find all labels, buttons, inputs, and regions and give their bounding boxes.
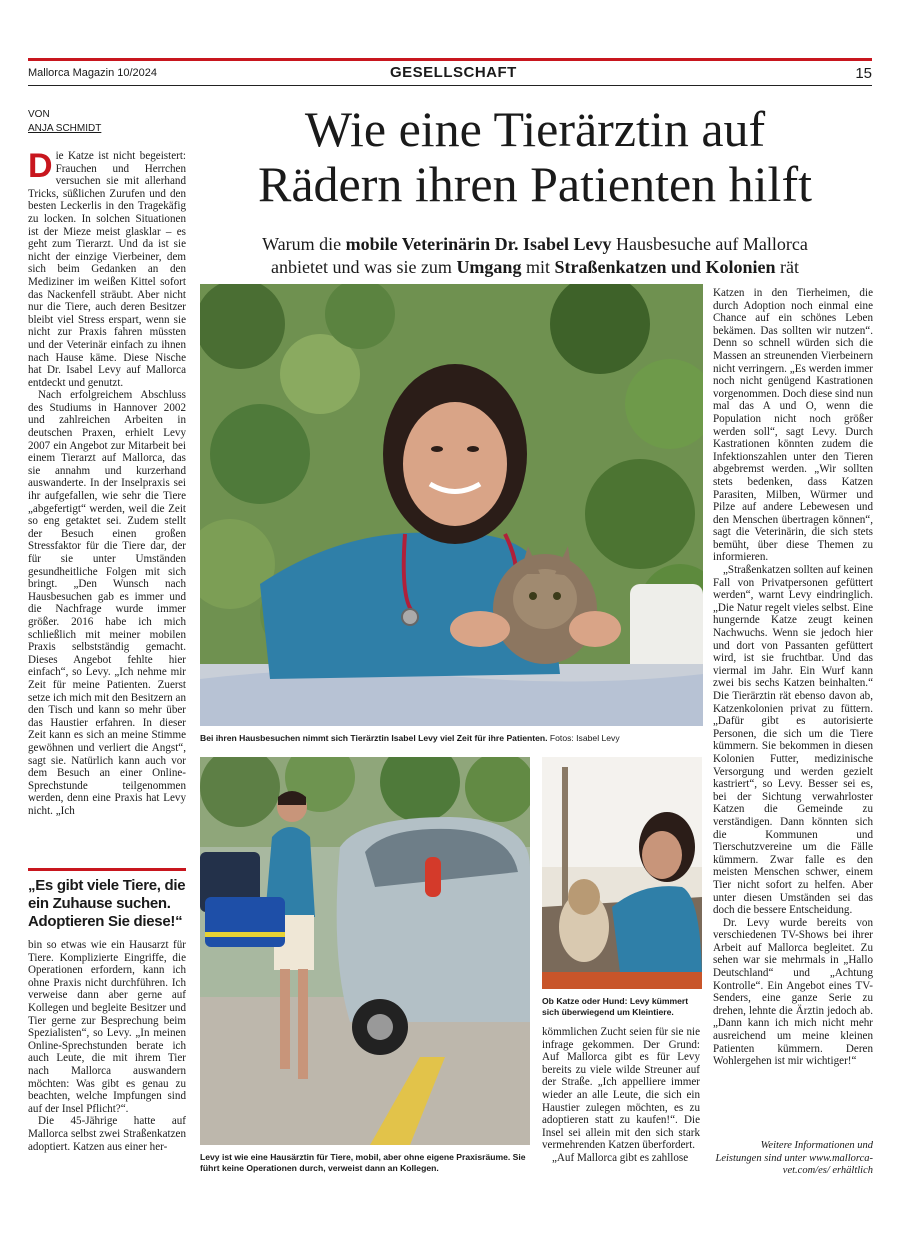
article-subtitle [205,233,865,279]
top-accent-rule [28,58,872,61]
title-line-1: Wie eine Tierärztin auf [304,101,766,157]
paragraph: Die 45-Jährige hatte auf Mallorca selbst zwei Straßenkatzen adoptiert. Katzen aus einer her- [28,1115,186,1153]
caption-photo-2: Levy ist wie eine Hausärztin für Tiere, mobil, aber ohne eigene Praxisräume. Sie führt keine Operationen durch, verweist dann an Kollegen. [200,1152,526,1173]
photo-vet-with-cat [200,284,703,726]
more-info-note: Weitere Informationen und Leistungen sind unter www.mallorca-vet.com/es/ erhältlich [715,1140,873,1176]
publication-name: Mallorca Magazin 10/2024 [28,67,158,79]
byline-prefix: VON [28,109,50,120]
article-column-1 [28,147,186,817]
paragraph-text: ie Katze ist nicht begeistert: Frauchen und Herrchen versuchen sie mit allerhand Tricks, süßlichen Zurufen und den besten Leckerlis in den Tragekäfig zu locken. In solchen Situationen ist der Mieze meist glasklar – es geht zum Tierarzt. Und da ist sie nicht der einzige Vierbeiner, dem sich beim Gedanken an den Mediziner im weißen Kittel sofort das Nackenfell sträubt. Aber nicht nur die Tiere, auch deren Besitzer bleibt viel Stress erspart, wenn sie nicht zur Praxis fahren müssten und der Veterinär einfach zu ihnen nach Hause käme. Diese Nische hat Dr. Isabel Levy auf Mallorca entdeckt und genutzt. [28,150,186,389]
article-title [205,102,865,212]
paragraph: kömmlichen Zucht seien für sie nie infrage gekommen. Der Grund: Auf Mallorca gibt es für Levy bereits zu viele wilde Streuner auf der Straße. „Ich appelliere immer wieder an alle Leute, die sich ein Haustier zulegen möchten, es zu adoptieren statt zu kaufen!“. Die Insel sei allein mit den sich stark vermehrenden Katzen überfordert. [542,1026,700,1152]
paragraph: Nach erfolgreichem Abschluss des Studiums in Hannover 2002 und zahlreichen Arbeiten in deutschen Praxen, erhielt Levy 2007 ein Angebot zur Mitarbeit bei einem Tierarzt auf Mallorca, das sie annahm und kurzerhand auswanderte. In der Inselpraxis sei ihr aufgefallen, wie sehr die Tiere „abgefertigt“ werden, weil die Zeit so eng getaktet sei. Zudem stellt der Besuch einen großen Stressfaktor für die Tiere dar, der für sie unter Umständen gesundheitliche Folgen mit sich bringt. „Den Wunsch nach Hausbesuchen gab es immer und die Nachfrage wurde immer größer. 2016 habe ich mich schließlich mit meiner mobilen Praxis selbstständig gemacht. Dieses Angebot fehlte hier einfach“, so Levy. „Ich nehme mir Zeit für meine Patienten. Zuerst setze ich mich mit den Besitzern an den Tisch und kann so mehr über das Haustier erfahren. In dieser Zeit kann es sich an meine Stimme gewöhnen und verliert die Angst“, sagt sie. Natürlich kann auch vor dem Besuch an einer Online-Sprechstunde teilgenommen werden, denn eine Praxis hat Levy nicht. „Ich [28,389,186,817]
subtitle-bold: Straßenkatzen und Kolonien [554,257,776,277]
section-label: GESELLSCHAFT [390,64,517,81]
paragraph: „Straßenkatzen sollten auf keinen Fall von Privatpersonen gefüttert werden“, warnt Levy eindringlich. „Die Natur regelt vieles selbst. Eine hungernde Katze zeugt keinen Nachwuchs. Wenn sie jedoch hier und dort von Passanten gefüttert wird, ist sie fruchtbar. Und das viermal im Jahr. Ein Wurf kann zwei bis sechs Katzen beinhalten.“ Die Tierärztin rät ebenso davon ab, Katzenkolonien privat zu füttern. „Dafür gibt es autorisierte Personen, die sich um die Tiere kümmern. Sie bekommen in diesen Kolonien Futter, medizinische Versorgung und werden gezielt kastriert“, so Levy. Besser sei es, bei der Sichtung verwahrloster Katzen die Gemeinde zu verständigen. Dann könnten sich die Kommunen und Tierschutzvereine um die Fälle kümmern. Zwar falle es den meisten Menschen schwer, einem Tier nicht sofort zu helfen. Aber unter diesen Umständen sei das doch die bessere Entscheidung. [713,564,873,917]
paragraph: Dr. Levy wurde bereits von verschiedenen TV-Shows bei ihrer Arbeit auf Mallorca begleitet. Zu sehen war sie mehrmals in „Hallo Deutschland“ und „Achtung Kontrolle“. Ein Angebot eines TV-Senders, eine ganze Serie zu drehen, lehnte die Ärztin jedoch ab. „Dann kann ich mich nicht mehr ausreichend um meine kleinen Patienten kümmern. Deren Wohlergehen ist mir wichtiger!“ [713,916,873,1068]
subtitle-text: mit [521,257,555,277]
caption-text: Bei ihren Hausbesuchen nimmt sich Tierärztin Isabel Levy viel Zeit für ihre Patienten. [200,733,548,743]
subtitle-bold: Umgang [456,257,522,277]
subtitle-text: anbietet und was sie zum [270,257,457,277]
byline-author: ANJA SCHMIDT [28,123,102,134]
photo-vet-with-car [200,757,530,1145]
subtitle-text: Warum die [262,234,346,254]
paragraph: bin so etwas wie ein Hausarzt für Tiere. Komplizierte Eingriffe, die Operationen erfordern, kann ich ohne Praxis nicht durchführen. Ich verweise dann aber gerne auf Kollegen und begleite Besitzer und Tier gerne zur Besprechung beim Spezialisten“, so Levy. „In meinen Online-Sprechstunden berate ich auch Leute, die mit ihrem Tier nach Mallorca auswandern möchten: Was gibt es genau zu beachten, welche Impfungen sind auf der Insel Pflicht?“. [28,939,186,1115]
page-number: 15 [855,65,872,82]
caption-photo-1 [200,733,703,744]
drop-cap: D [28,147,53,185]
article-column-1-continued [28,939,186,1153]
pull-quote: „Es gibt viele Tiere, die ein Zuhause suchen. Adoptieren Sie diese!“ [28,868,186,931]
paragraph: „Auf Mallorca gibt es zahllose [552,1151,689,1164]
title-line-2: Rädern ihren Patienten hilft [257,156,812,212]
caption-photo-3: Ob Katze oder Hund: Levy kümmert sich überwiegend um Kleintiere. [542,996,689,1017]
paragraph [28,147,186,389]
header-divider [28,85,872,86]
paragraph: Katzen in den Tierheimen, die durch Adoption noch einmal eine Chance auf ein schönes Leben bekämen. Das sollten wir nutzen“. Denn so schnell würden sich die Massen an streunenden Vierbeinern nicht verringern. „Es werden immer noch nicht genügend Kastrationen vorgenommen. Doch diese sind nun mal das A und O, wenn die Population nicht noch größer werden soll“, sagt Levy. Durch Kastrationen könnten zudem die Infektionszahlen unter den Tieren abgebremst werden. „Wir sollten stets bedenken, dass Katzen Parasiten, Milben, Würmer und Pilze auf andere Lebewesen und den Menschen übertragen können“, sagt die Veterinärin, die sich stets bemüht, über diese Themen zu informieren. [713,287,873,564]
photo-credit: Fotos: Isabel Levy [549,733,620,743]
subtitle-text: Hausbesuche auf Mallorca [611,234,808,254]
photo-vet-with-dog [542,757,702,989]
subtitle-text: rät [775,257,799,277]
article-column-4 [713,287,873,1068]
article-column-3 [542,1026,700,1165]
subtitle-bold: mobile Veterinärin Dr. Isabel Levy [345,234,612,254]
byline [28,108,101,136]
